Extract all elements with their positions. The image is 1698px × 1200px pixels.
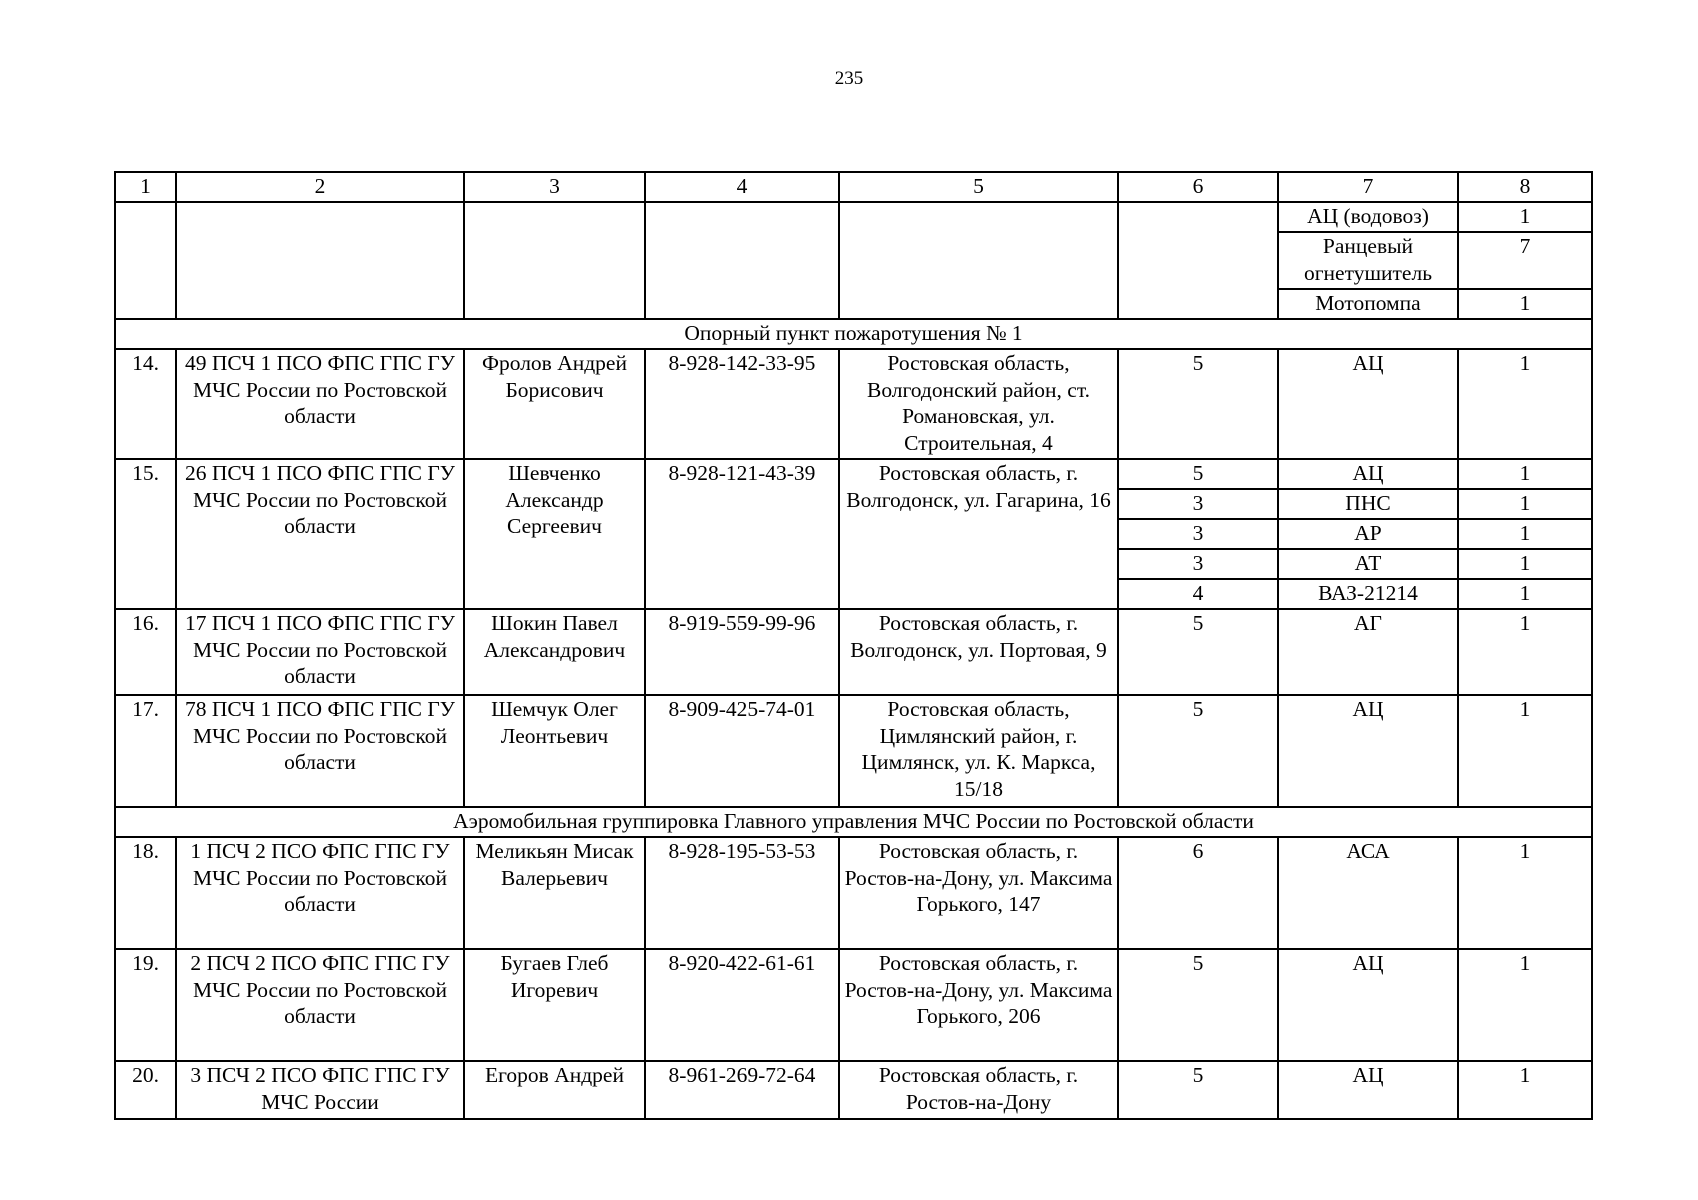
person-name: Меликьян Мисак Валерьевич bbox=[464, 837, 645, 949]
row-number: 14. bbox=[115, 349, 176, 459]
unit-name: 1 ПСЧ 2 ПСО ФПС ГПС ГУ МЧС России по Ростовской области bbox=[176, 837, 464, 949]
section-row bbox=[115, 319, 1592, 349]
equipment-count: 1 bbox=[1458, 837, 1592, 949]
header-cell: 4 bbox=[645, 172, 839, 202]
equipment-count: 1 bbox=[1458, 949, 1592, 1061]
row-number: 16. bbox=[115, 609, 176, 695]
empty-cell bbox=[645, 202, 839, 319]
row-number: 15. bbox=[115, 459, 176, 609]
unit-name: 2 ПСЧ 2 ПСО ФПС ГПС ГУ МЧС России по Ростовской области bbox=[176, 949, 464, 1061]
equipment-type: АТ bbox=[1278, 549, 1458, 579]
address: Ростовская область, г. Ростов-на-Дону bbox=[839, 1061, 1118, 1119]
table-row bbox=[115, 1061, 1592, 1119]
equipment-type: АЦ bbox=[1278, 459, 1458, 489]
equipment-type: Мотопомпа bbox=[1278, 289, 1458, 319]
section-title: Аэромобильная группировка Главного управления МЧС России по Ростовской области bbox=[115, 807, 1592, 837]
phone-number: 8-961-269-72-64 bbox=[645, 1061, 839, 1119]
header-cell: 7 bbox=[1278, 172, 1458, 202]
phone-number: 8-920-422-61-61 bbox=[645, 949, 839, 1061]
empty-cell bbox=[839, 202, 1118, 319]
address: Ростовская область, г. Волгодонск, ул. Портовая, 9 bbox=[839, 609, 1118, 695]
person-name: Шокин Павел Александрович bbox=[464, 609, 645, 695]
row-number: 20. bbox=[115, 1061, 176, 1119]
table-row bbox=[115, 459, 1592, 489]
personnel-count: 6 bbox=[1118, 837, 1278, 949]
address: Ростовская область, г. Ростов-на-Дону, ул. Максима Горького, 147 bbox=[839, 837, 1118, 949]
phone-number: 8-928-142-33-95 bbox=[645, 349, 839, 459]
unit-name: 49 ПСЧ 1 ПСО ФПС ГПС ГУ МЧС России по Ростовской области bbox=[176, 349, 464, 459]
address: Ростовская область, г. Волгодонск, ул. Гагарина, 16 bbox=[839, 459, 1118, 609]
person-name: Шемчук Олег Леонтьевич bbox=[464, 695, 645, 807]
equipment-count: 1 bbox=[1458, 459, 1592, 489]
person-name: Бугаев Глеб Игоревич bbox=[464, 949, 645, 1061]
table-row bbox=[115, 349, 1592, 459]
equipment-count: 1 bbox=[1458, 489, 1592, 519]
phone-number: 8-909-425-74-01 bbox=[645, 695, 839, 807]
table-row bbox=[115, 949, 1592, 1061]
equipment-count: 1 bbox=[1458, 202, 1592, 232]
unit-name: 26 ПСЧ 1 ПСО ФПС ГПС ГУ МЧС России по Ростовской области bbox=[176, 459, 464, 609]
section-row bbox=[115, 807, 1592, 837]
empty-cell bbox=[176, 202, 464, 319]
equipment-type: Ранцевый огнетушитель bbox=[1278, 232, 1458, 289]
equipment-count: 1 bbox=[1458, 579, 1592, 609]
personnel-count: 5 bbox=[1118, 1061, 1278, 1119]
person-name: Егоров Андрей bbox=[464, 1061, 645, 1119]
equipment-type: АЦ (водовоз) bbox=[1278, 202, 1458, 232]
resources-table bbox=[114, 171, 1593, 1120]
equipment-type: АСА bbox=[1278, 837, 1458, 949]
personnel-count: 3 bbox=[1118, 489, 1278, 519]
header-cell: 1 bbox=[115, 172, 176, 202]
row-number: 18. bbox=[115, 837, 176, 949]
header-cell: 5 bbox=[839, 172, 1118, 202]
equipment-type: АЦ bbox=[1278, 349, 1458, 459]
address: Ростовская область, г. Ростов-на-Дону, ул. Максима Горького, 206 bbox=[839, 949, 1118, 1061]
header-cell: 3 bbox=[464, 172, 645, 202]
equipment-type: АЦ bbox=[1278, 1061, 1458, 1119]
address: Ростовская область, Волгодонский район, ст. Романовская, ул. Строительная, 4 bbox=[839, 349, 1118, 459]
phone-number: 8-919-559-99-96 bbox=[645, 609, 839, 695]
equipment-count: 1 bbox=[1458, 519, 1592, 549]
header-cell: 2 bbox=[176, 172, 464, 202]
personnel-count: 3 bbox=[1118, 549, 1278, 579]
equipment-count: 7 bbox=[1458, 232, 1592, 289]
address: Ростовская область, Цимлянский район, г. Цимлянск, ул. К. Маркса, 15/18 bbox=[839, 695, 1118, 807]
equipment-type: АЦ bbox=[1278, 949, 1458, 1061]
personnel-count: 3 bbox=[1118, 519, 1278, 549]
person-name: Фролов Андрей Борисович bbox=[464, 349, 645, 459]
row-number: 19. bbox=[115, 949, 176, 1061]
equipment-type: АР bbox=[1278, 519, 1458, 549]
equipment-count: 1 bbox=[1458, 549, 1592, 579]
unit-name: 3 ПСЧ 2 ПСО ФПС ГПС ГУ МЧС России bbox=[176, 1061, 464, 1119]
equipment-count: 1 bbox=[1458, 609, 1592, 695]
equipment-count: 1 bbox=[1458, 289, 1592, 319]
table-row bbox=[115, 837, 1592, 949]
empty-cell bbox=[115, 202, 176, 319]
equipment-count: 1 bbox=[1458, 349, 1592, 459]
empty-cell bbox=[1118, 202, 1278, 319]
unit-name: 17 ПСЧ 1 ПСО ФПС ГПС ГУ МЧС России по Ростовской области bbox=[176, 609, 464, 695]
personnel-count: 5 bbox=[1118, 949, 1278, 1061]
phone-number: 8-928-195-53-53 bbox=[645, 837, 839, 949]
row-number: 17. bbox=[115, 695, 176, 807]
personnel-count: 5 bbox=[1118, 609, 1278, 695]
page-number: 235 bbox=[834, 68, 864, 89]
table-row bbox=[115, 609, 1592, 695]
personnel-count: 4 bbox=[1118, 579, 1278, 609]
person-name: Шевченко Александр Сергеевич bbox=[464, 459, 645, 609]
table-row bbox=[115, 695, 1592, 807]
phone-number: 8-928-121-43-39 bbox=[645, 459, 839, 609]
header-cell: 8 bbox=[1458, 172, 1592, 202]
personnel-count: 5 bbox=[1118, 349, 1278, 459]
equipment-count: 1 bbox=[1458, 695, 1592, 807]
header-row bbox=[115, 172, 1592, 202]
personnel-count: 5 bbox=[1118, 695, 1278, 807]
equipment-type: ПНС bbox=[1278, 489, 1458, 519]
equipment-type: АЦ bbox=[1278, 695, 1458, 807]
empty-cell bbox=[464, 202, 645, 319]
section-title: Опорный пункт пожаротушения № 1 bbox=[115, 319, 1592, 349]
personnel-count: 5 bbox=[1118, 459, 1278, 489]
equipment-count: 1 bbox=[1458, 1061, 1592, 1119]
header-cell: 6 bbox=[1118, 172, 1278, 202]
unit-name: 78 ПСЧ 1 ПСО ФПС ГПС ГУ МЧС России по Ростовской области bbox=[176, 695, 464, 807]
table-row bbox=[115, 202, 1592, 232]
equipment-type: ВАЗ-21214 bbox=[1278, 579, 1458, 609]
equipment-type: АГ bbox=[1278, 609, 1458, 695]
